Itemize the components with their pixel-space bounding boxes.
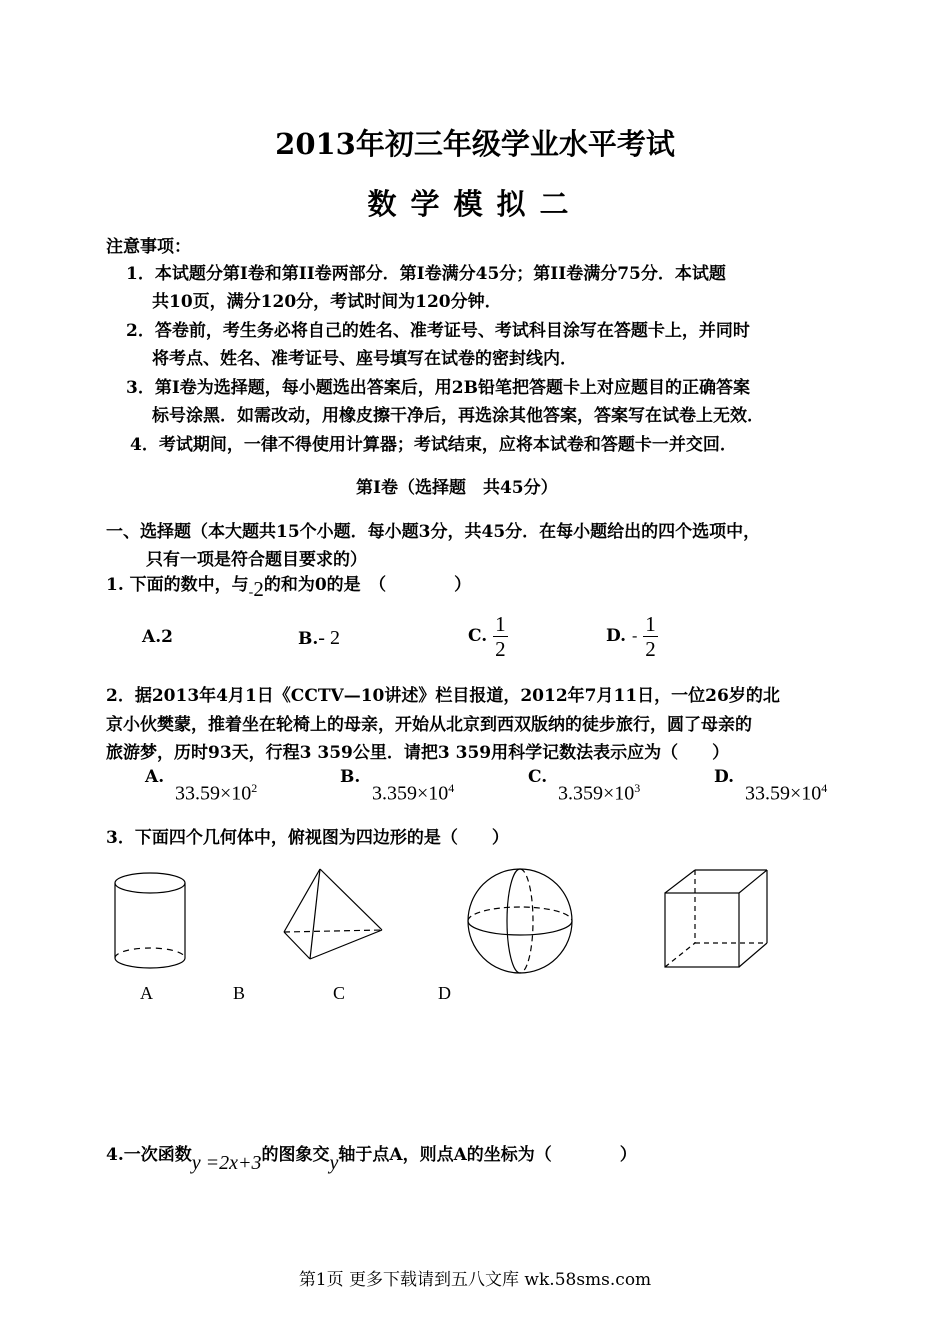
page-subtitle: 数学模拟二 [367,187,583,221]
q1-neg-value: 2 [253,577,264,601]
q1-option-c-prefix: C. [468,626,488,646]
q2-option-c-times: ×10 [603,782,635,805]
q2-option-d-exponent: 4 [821,781,828,795]
q3-label-d: D [438,983,451,1003]
q1-text-after: 的和为0的是 （ ） [263,575,472,595]
q2-line2: 京小伙樊蒙，推着坐在轮椅上的母亲，开始从北京到西双版纳的徒步旅行，圆了母亲的 [106,715,752,735]
q2-option-d-label: D. [714,767,735,787]
q3-text: 3．下面四个几何体中，俯视图为四边形的是（ ） [106,828,509,848]
sphere-figure [468,869,572,973]
q3-label-c: C [333,983,346,1003]
q2-option-c-label: C. [528,767,548,787]
q1-option-a: A.2 [142,627,173,647]
q1-text-before: 1. 下面的数中，与 [106,575,249,595]
q3-figures [0,855,950,985]
q3-label-a: A [140,983,153,1003]
q2-option-d-value [745,781,827,806]
q1-neg-sign: - [248,585,254,600]
q1-option-d-denominator: 2 [645,637,656,661]
note-3-line1: 3．第Ⅰ卷为选择题，每小题选出答案后，用2B铅笔把答题卡上对应题目的正确答案 [126,378,750,398]
q1-option-b [298,627,340,650]
q1-option-d-sign: - [631,627,638,645]
note-2-line1: 2．答卷前，考生务必将自己的姓名、准考证号、考试科目涂写在答题卡上，并同时 [126,321,750,341]
q2-option-d-times: ×10 [790,782,822,805]
section-instructions-line1: 一、选择题（本大题共15个小题．每小题3分，共45分．在每小题给出的四个选项中， [106,522,761,542]
q2-option-d-mantissa: 33.59 [745,782,790,805]
note-2-line2: 将考点、姓名、准考证号、座号填写在试卷的密封线内． [152,349,577,369]
q2-option-a-label: A. [145,767,165,787]
q1-option-c-fraction [493,612,508,661]
question-4 [106,1140,637,1175]
cube-figure [665,870,767,967]
question-1 [106,570,471,602]
q2-line1: 2．据2013年4月1日《CCTV—10讲述》栏目报道，2012年7月11日，一位26岁的北 [106,686,780,706]
q4-text-mid: 的图象交 [261,1145,330,1165]
q1-option-c-denominator: 2 [495,637,506,661]
q1-option-d-prefix: D. [606,626,627,646]
q2-option-a-times: ×10 [220,782,252,805]
q2-option-c-exponent: 3 [634,781,641,795]
q1-option-b-prefix: B. [298,629,319,649]
note-1-line1: 1．本试题分第Ⅰ卷和第II卷两部分．第Ⅰ卷满分45分；第II卷满分75分．本试题 [126,264,726,284]
page-footer: 第1页 更多下载请到五八文库 wk.58sms.com [298,1270,652,1290]
q1-option-b-value: - 2 [318,627,340,649]
q2-line3: 旅游梦，历时93天，行程3 359公里．请把3 359用科学记数法表示应为（ ） [106,743,730,763]
q1-option-c-numerator: 1 [495,612,506,636]
q2-option-c-mantissa: 3.359 [558,782,603,805]
section-instructions-line2: 只有一项是符合题目要求的） [146,550,367,570]
q4-text-after: 轴于点A，则点A的坐标为（ ） [338,1145,637,1165]
q2-option-c-value [558,781,640,806]
notes-heading: 注意事项： [106,237,191,257]
q2-option-b-label: B. [340,767,361,787]
q2-option-a-exponent: 2 [251,781,258,795]
q2-option-b-times: ×10 [417,782,449,805]
q4-equation: y =2x+3 [191,1152,262,1174]
part1-heading: 第Ⅰ卷（选择题 共45分） [356,478,558,498]
q2-option-a-value [175,781,257,806]
page-title: 2013年初三年级学业水平考试 [275,127,675,161]
q2-option-a-mantissa: 33.59 [175,782,220,805]
q3-label-b: B [233,983,246,1003]
q2-option-b-value [372,781,454,806]
note-3-line2: 标号涂黑．如需改动，用橡皮擦干净后，再选涂其他答案，答案写在试卷上无效． [152,406,764,426]
q1-option-c [468,612,508,661]
q4-text-before: 4.一次函数 [106,1145,192,1165]
q2-option-b-exponent: 4 [448,781,455,795]
q1-option-d-fraction [643,612,658,661]
note-1-line2: 共10页，满分120分，考试时间为120分钟． [152,292,502,312]
q1-option-d-numerator: 1 [645,612,656,636]
q4-axis: y [329,1152,339,1174]
q1-option-d [606,612,658,661]
q2-option-b-mantissa: 3.359 [372,782,417,805]
tetrahedron-figure [284,869,382,959]
cylinder-figure [115,873,185,968]
note-4-line1: 4．考试期间，一律不得使用计算器；考试结束，应将本试卷和答题卡一并交回． [130,435,737,455]
